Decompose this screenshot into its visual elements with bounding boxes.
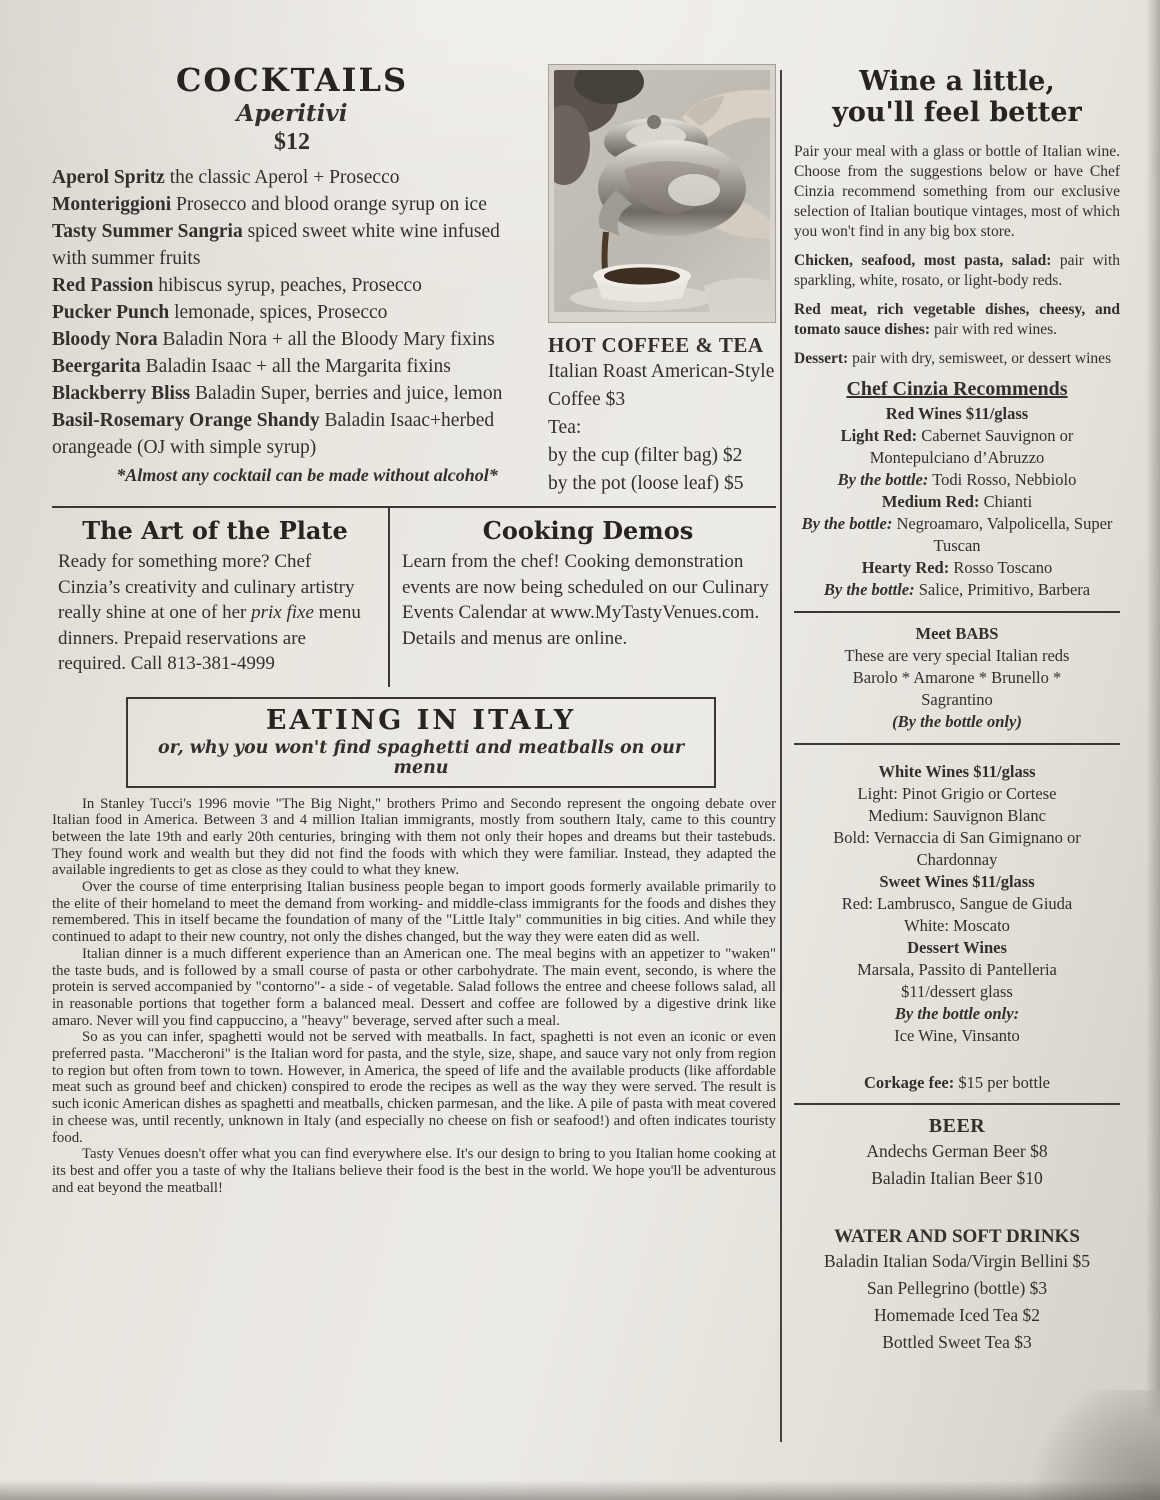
- cocktail-desc: Baladin Isaac + all the Margarita fixins: [140, 355, 451, 377]
- wine-header-line1: Wine a little,: [859, 66, 1055, 97]
- corkage-fee-line: [794, 1073, 1120, 1093]
- essay-paragraph-4: So as you can infer, spaghetti would not be served with meatballs. In fact, spaghetti is not even an iconic or even preferred pasta. "Maccheroni" is the Italian word for pasta, and the style, size, shape, and sauce vary not only from region to region but often from town to town. However, in America, the speed of life and the available products (like affordable meat such as ground beef and chicken) conspired to erode the recipes as well as the way they were served. The result is such iconic American dishes as spaghetti and meatballs, chicken parmesan, and the like. A pile of pasta with meat covered in cheese was, until recently, unknown in Italy (and especially no cheese on fish or seafood!) and often indicates touristy food.: [52, 1029, 776, 1146]
- cocktail-desc: hibiscus syrup, peaches, Prosecco: [153, 274, 422, 296]
- corkage-label: Corkage fee:: [863, 1073, 955, 1093]
- pairing-lead: Red meat, rich vegetable dishes, cheesy, and tomato sauce dishes:: [794, 301, 1120, 339]
- pairing-lead: Chicken, seafood, most pasta, salad:: [794, 252, 1052, 270]
- wine-label: Medium Red:: [881, 492, 980, 512]
- medium-red-bottle-line: [794, 513, 1120, 557]
- hot-coffee-title: HOT COFFEE & TEA: [548, 333, 764, 357]
- pairing-text: pair with red wines.: [930, 321, 1058, 339]
- cocktail-item: [52, 326, 532, 353]
- chef-recommends-heading: Chef Cinzia Recommends: [846, 378, 1068, 401]
- cocktail-name: Basil-Rosemary Orange Shandy: [52, 409, 320, 431]
- no-alcohol-note: *Almost any cocktail can be made without alcohol*: [116, 464, 498, 485]
- white-wine-line: Bold: Vernaccia di San Gimignano or Chardonnay: [833, 828, 1081, 870]
- coffee-pour-photo: [548, 64, 776, 323]
- eating-in-italy-essay: [52, 796, 776, 1197]
- babs-line: These are very special Italian reds: [844, 646, 1070, 666]
- cocktail-item: [52, 164, 532, 191]
- cocktail-desc: Baladin Super, berries and juice, lemon: [190, 382, 503, 404]
- art-of-the-plate-box: [52, 508, 388, 687]
- beer-item: Baladin Italian Beer $10: [871, 1168, 1043, 1189]
- cocktail-item: [52, 380, 532, 407]
- cocktail-item: [52, 191, 532, 218]
- white-wine-line: Light: Pinot Grigio or Cortese: [857, 784, 1057, 804]
- cocktail-name: Tasty Summer Sangria: [52, 220, 243, 242]
- bottle-label: By the bottle:: [823, 580, 915, 600]
- wine-column: [794, 64, 1120, 1356]
- cocktail-desc: Prosecco and blood orange syrup on ice: [171, 193, 487, 215]
- cocktail-desc: spiced sweet white wine infused with summer fruits: [52, 220, 500, 269]
- cocktail-name: Pucker Punch: [52, 301, 170, 323]
- water-soft-drinks-section: [794, 1226, 1120, 1356]
- cocktail-name: Blackberry Bliss: [52, 382, 191, 404]
- coffee-line: Italian Roast American-Style Coffee $3: [548, 361, 775, 410]
- babs-title: Meet BABS: [915, 624, 999, 644]
- sweet-wine-line: White: Moscato: [904, 916, 1010, 936]
- cooking-demos-box: [388, 508, 776, 687]
- feature-boxes: [52, 506, 776, 687]
- art-body-text: Ready for something more? Chef Cinzia’s creativity and culinary artistry really shine at one of her: [58, 551, 355, 623]
- red-wines-header: Red Wines $11/glass: [885, 404, 1029, 424]
- cocktails-list: [52, 164, 532, 461]
- white-wine-line: Medium: Sauvignon Blanc: [868, 806, 1046, 826]
- art-of-the-plate-title: The Art of the Plate: [82, 516, 348, 545]
- essay-paragraph-2: Over the course of time enterprising Italian business people began to import goods formerly available primarily to the elite of their homeland to meet the demand from working- and middle-class immigrants for the foods and dishes they remembered. This in itself became the foundation of many of the "Little Italy" communities in big cities. And while they continued to adapt to their new country, not only the dishes changed, but the way they were eaten did as well.: [52, 879, 776, 946]
- wine-text: Todi Rosso, Nebbiolo: [928, 470, 1077, 490]
- cocktail-item: [52, 299, 532, 326]
- wine-text: Salice, Primitivo, Barbera: [914, 580, 1091, 600]
- wine-header: [794, 66, 1120, 128]
- pairing-text: pair with dry, semisweet, or dessert wines: [848, 350, 1112, 368]
- section-rule: [794, 611, 1120, 613]
- cocktail-name: Red Passion: [52, 274, 154, 296]
- wine-label: Light Red:: [840, 426, 918, 446]
- eating-in-italy-subtitle: or, why you won't find spaghetti and meatballs on our menu: [157, 737, 685, 778]
- cocktail-desc: the classic Aperol + Prosecco: [164, 166, 400, 188]
- cocktails-subtitle: Aperitivi: [236, 99, 348, 127]
- wine-label: Hearty Red:: [861, 558, 950, 578]
- pairing-text: pair with sparkling, white, rosato, or light-body reds.: [794, 252, 1120, 290]
- corkage-text: $15 per bottle: [954, 1073, 1051, 1093]
- light-red-line: [794, 425, 1120, 469]
- art-of-the-plate-body: [58, 549, 372, 677]
- coffee-pour-photo-illustration: [554, 70, 770, 312]
- bottle-only-wines: Ice Wine, Vinsanto: [894, 1026, 1020, 1046]
- cocktail-desc: Baladin Isaac+herbed orangeade (OJ with simple syrup): [52, 409, 495, 458]
- cocktails-price: $12: [274, 128, 310, 155]
- cocktail-name: Aperol Spritz: [52, 166, 165, 188]
- wine-text: Chianti: [979, 492, 1033, 512]
- hot-coffee-tea-section: [548, 333, 776, 498]
- photo-column: [548, 64, 776, 498]
- sweet-wine-line: Red: Lambrusco, Sangue de Giuda: [841, 894, 1073, 914]
- section-rule: [794, 743, 1120, 745]
- sweet-wines-header: Sweet Wines $11/glass: [879, 872, 1035, 892]
- cooking-demos-title: Cooking Demos: [482, 516, 694, 545]
- light-red-bottle-line: [794, 469, 1120, 491]
- wine-text: Cabernet Sauvignon or Montepulciano d’Abruzzo: [869, 426, 1074, 468]
- art-body-text-end: menu dinners. Prepaid reservations are required. Call 813-381-4999: [58, 602, 361, 674]
- essay-paragraph-1: In Stanley Tucci's 1996 movie "The Big Night," brothers Primo and Secondo represent the ongoing debate over Italian food in America. Between 3 and 4 million Italian immigrants, mostly from southern Italy, came to this country between the late 19th and early 20th centuries, bringing with them not only their hopes and dreams but their tastebuds. They found work and wealth but they did not find the foods with which they were familiar. Instead, they adapted the available ingredients to get as close as they could to what they knew.: [52, 795, 776, 879]
- cocktail-item: [52, 218, 532, 272]
- water-item: Bottled Sweet Tea $3: [882, 1332, 1032, 1353]
- essay-paragraph-5: Tasty Venues doesn't offer what you can find everywhere else. It's our design to bring to you Italian home cooking at its best and offer you a taste of why the Italians believe their food is the best in the world. We hope you'll be adventurous and eat beyond the meatball!: [52, 1146, 776, 1196]
- babs-line: Sagrantino: [921, 690, 993, 710]
- tea-cup-price: by the cup (filter bag) $2: [548, 445, 743, 466]
- essay-paragraph-3: Italian dinner is a much different experience than an American one. The meal begins with an appetizer to "waken" the taste buds, and is followed by a small course of pasta or other carbohydrate. The main event, secondo, is where the protein is served accompanied by "contorno"- a side - of vegetable. Salad follows the entree and cheese follows salad, all in reasonable portions that together form a balanced meal. Dessert and coffee are followed by a digestive drink like amaro. Never will you find cappuccino, a "heavy" beverage, served after such a meal.: [52, 945, 776, 1029]
- bottle-only-label: By the bottle only:: [894, 1004, 1020, 1024]
- cocktail-item: [52, 353, 532, 380]
- cocktail-name: Monteriggioni: [52, 193, 172, 215]
- cocktail-name: Beergarita: [52, 355, 141, 377]
- dessert-wines-header: Dessert Wines: [907, 938, 1007, 958]
- eating-in-italy-header-box: [126, 697, 716, 788]
- dessert-wine-line: Marsala, Passito di Pantelleria: [857, 960, 1057, 980]
- hearty-red-line: [794, 557, 1120, 579]
- white-wines-section: [794, 761, 1120, 1047]
- tea-line: Tea:: [548, 417, 582, 438]
- pairing-red-meat: [794, 300, 1120, 340]
- tea-pot-price: by the pot (loose leaf) $5: [548, 473, 744, 494]
- bottle-label: By the bottle:: [801, 514, 893, 534]
- red-wines-price-line: [794, 403, 1120, 425]
- left-column: [52, 61, 776, 1196]
- cooking-demos-body: Learn from the chef! Cooking demonstration events are now being scheduled on our Culinary Events Calendar at www.MyTastyVenues.com. Details and menus are online.: [402, 551, 769, 649]
- pairing-lead: Dessert:: [794, 350, 849, 368]
- hearty-red-bottle-line: [794, 579, 1120, 601]
- page-edge-shadow: [1146, 0, 1160, 1500]
- white-wines-header: White Wines $11/glass: [878, 762, 1036, 782]
- page-bottom-shadow: [0, 1480, 1160, 1500]
- medium-red-line: [794, 491, 1120, 513]
- bottle-label: By the bottle:: [837, 470, 929, 490]
- babs-bottle-note: (By the bottle only): [892, 712, 1022, 732]
- dessert-wine-price: $11/dessert glass: [901, 982, 1013, 1002]
- beer-section: [794, 1115, 1120, 1192]
- beer-item: Andechs German Beer $8: [866, 1141, 1048, 1162]
- red-wines-list: [794, 403, 1120, 601]
- prix-fixe-italic: prix fixe: [251, 602, 314, 623]
- water-item: Homemade Iced Tea $2: [873, 1305, 1041, 1326]
- cocktails-section: [52, 61, 532, 498]
- meet-babs-section: [794, 623, 1120, 733]
- wine-intro: Pair your meal with a glass or bottle of Italian wine. Choose from the suggestions below or have Chef Cinzia recommend something from our exclusive selection of Italian boutique vintages, most of which you won't find in any big box store.: [794, 143, 1120, 241]
- wine-text: Rosso Toscano: [949, 558, 1053, 578]
- eating-in-italy-title: EATING IN ITALY: [265, 704, 577, 736]
- water-title: WATER AND SOFT DRINKS: [834, 1226, 1080, 1248]
- babs-line: Barolo * Amarone * Brunello *: [852, 668, 1062, 688]
- beer-title: BEER: [928, 1115, 986, 1138]
- column-divider: [780, 70, 782, 1442]
- water-item: Baladin Italian Soda/Virgin Bellini $5: [824, 1251, 1090, 1272]
- wine-text: Negroamaro, Valpolicella, Super Tuscan: [892, 514, 1113, 556]
- cocktails-title: COCKTAILS: [175, 61, 409, 99]
- cocktail-name: Bloody Nora: [52, 328, 158, 350]
- section-rule: [794, 1103, 1120, 1105]
- cocktail-item: [52, 272, 532, 299]
- cocktail-desc: lemonade, spices, Prosecco: [169, 301, 388, 323]
- cocktail-item: [52, 407, 532, 461]
- water-item: San Pellegrino (bottle) $3: [866, 1278, 1048, 1299]
- pairing-dessert: [794, 349, 1120, 369]
- wine-header-line2: you'll feel better: [832, 97, 1082, 129]
- pairing-poultry: [794, 251, 1120, 291]
- cocktail-desc: Baladin Nora + all the Bloody Mary fixins: [157, 328, 495, 350]
